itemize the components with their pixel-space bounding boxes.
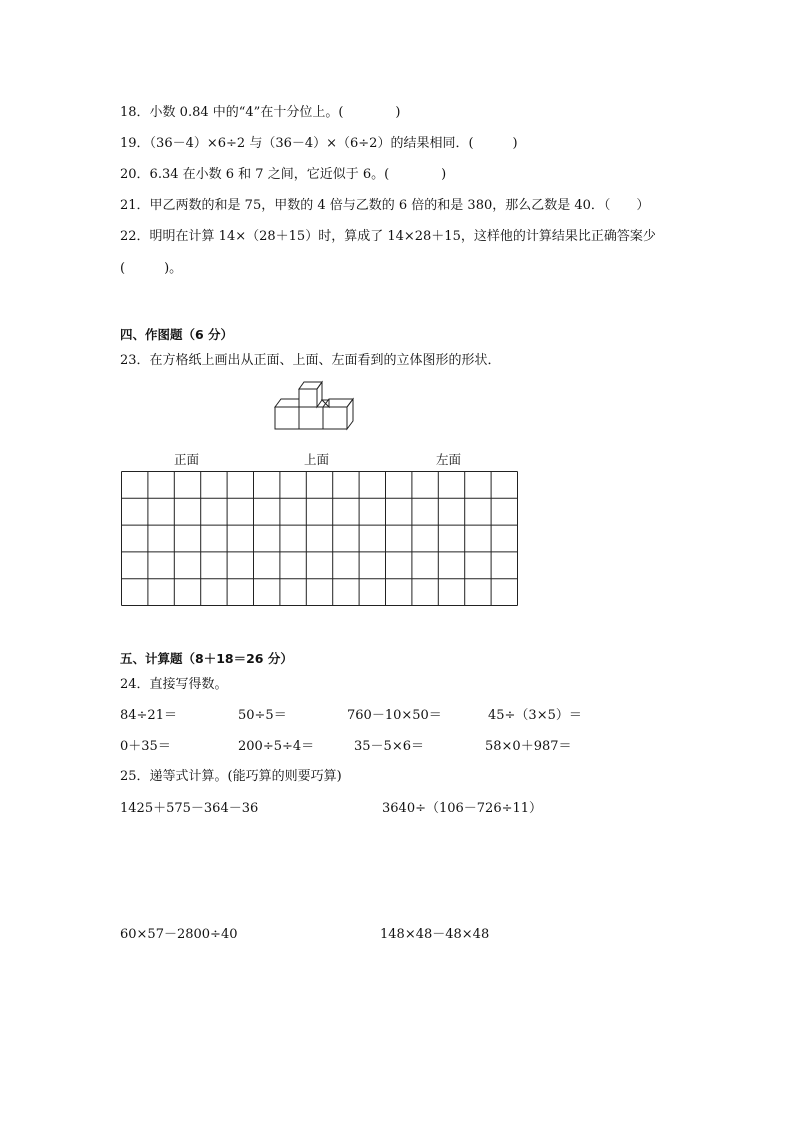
cube-figure [273, 379, 357, 431]
question-24: 24．直接写得数。 [120, 677, 228, 692]
step-calc-3: 60×57－2800÷40 [120, 927, 238, 942]
oral-calc-7: 35－5×6＝ [354, 739, 424, 754]
oral-calc-6: 200÷5÷4＝ [238, 739, 315, 754]
step-calc-2: 3640÷（106－726÷11） [382, 801, 543, 816]
question-25: 25．递等式计算。(能巧算的则要巧算) [120, 769, 342, 784]
label-front-view: 正面 [174, 452, 200, 467]
oral-calc-2: 50÷5＝ [238, 708, 287, 723]
question-23: 23．在方格纸上画出从正面、上面、左面看到的立体图形的形状． [120, 353, 501, 368]
question-20: 20．6.34 在小数 6 和 7 之间，它近似于 6。( ) [120, 167, 447, 182]
cube-front-2 [299, 407, 323, 429]
cube-back-left-top [275, 399, 299, 407]
oral-calc-5: 0＋35＝ [120, 739, 171, 754]
question-22: 22．明明在计算 14×（28＋15）时，算成了 14×28＋15，这样他的计算结果比正确答案少 [120, 229, 656, 244]
cube-top-side [317, 382, 322, 407]
step-calc-1: 1425＋575－364－36 [120, 801, 259, 816]
cube-top-roof [299, 382, 322, 389]
oral-calc-8: 58×0＋987＝ [485, 739, 572, 754]
question-22-answer-blank: ( )。 [120, 261, 183, 276]
section-5-title: 五、计算题（8＋18＝26 分） [120, 651, 293, 666]
square-grid-paper[interactable] [121, 471, 518, 606]
label-top-view: 上面 [304, 452, 330, 467]
cube-front-3 [323, 407, 347, 429]
oral-calc-3: 760－10×50＝ [347, 708, 442, 723]
cube-top-front [299, 389, 317, 407]
question-19: 19．（36－4）×6÷2 与（36－4）×（6÷2）的结果相同．( ) [120, 136, 518, 151]
question-21: 21．甲乙两数的和是 75，甲数的 4 倍与乙数的 6 倍的和是 380，那么乙数是 40．（ ） [120, 198, 650, 213]
oral-calc-4: 45÷（3×5）＝ [488, 708, 582, 723]
cube-right-side [347, 399, 353, 429]
label-left-view: 左面 [436, 452, 462, 467]
cube-front-1 [275, 407, 299, 429]
question-18: 18．小数 0.84 中的“4”在十分位上。( ) [120, 105, 401, 120]
section-4-title: 四、作图题（6 分） [120, 327, 234, 342]
step-calc-4: 148×48－48×48 [380, 927, 490, 942]
oral-calc-1: 84÷21＝ [120, 708, 177, 723]
